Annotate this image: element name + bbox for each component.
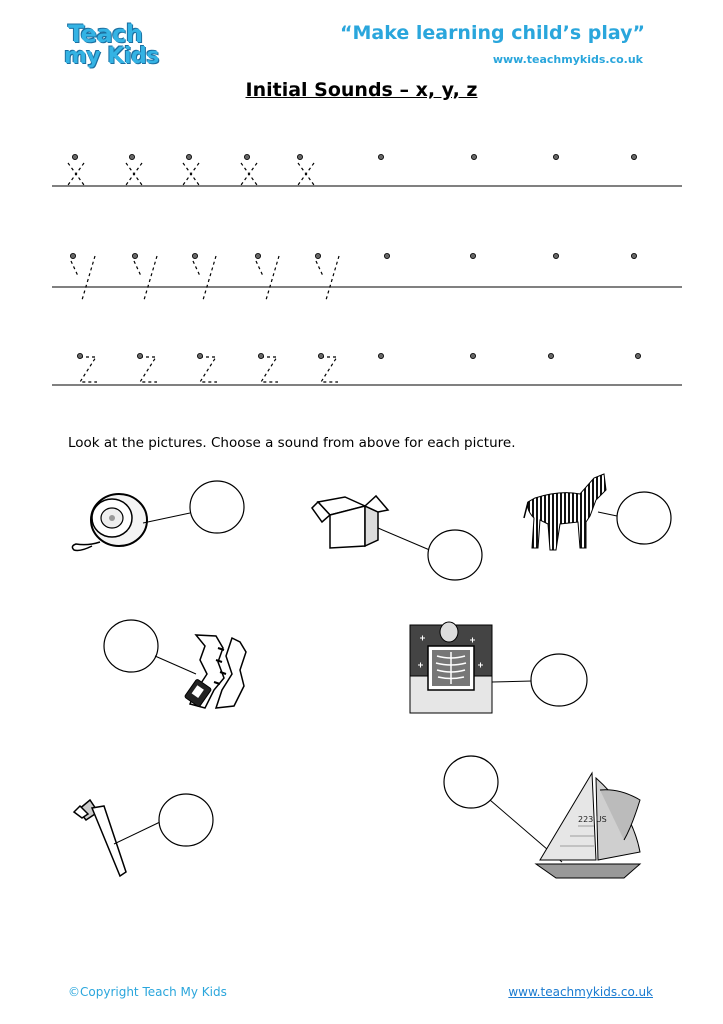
answer-circle-zebra[interactable] bbox=[617, 492, 671, 544]
trace-letter-x bbox=[298, 163, 314, 185]
connector-line bbox=[114, 822, 160, 844]
answer-circle-yo-yo[interactable] bbox=[190, 481, 244, 533]
yo-yo-picture bbox=[72, 494, 147, 551]
x-ray-picture bbox=[410, 622, 492, 713]
tagline: “Make learning child’s play” bbox=[340, 22, 645, 44]
connector-line bbox=[378, 528, 432, 551]
answer-circle-zip[interactable] bbox=[104, 620, 158, 672]
connector-line bbox=[143, 513, 190, 523]
tracing-area bbox=[0, 0, 723, 420]
copyright-text: ©Copyright Teach My Kids bbox=[68, 985, 227, 999]
logo-line-2: my Kids bbox=[64, 44, 159, 69]
trace-letter-y bbox=[193, 256, 216, 300]
worksheet-title: Initial Sounds – x, y, z bbox=[245, 79, 478, 101]
zip-picture bbox=[184, 635, 246, 708]
answer-circle-x-ray[interactable] bbox=[531, 654, 587, 706]
trace-letter-z bbox=[200, 357, 217, 382]
zebra-picture bbox=[524, 474, 606, 550]
trace-letter-x bbox=[126, 163, 142, 185]
trace-letter-y bbox=[134, 256, 157, 300]
footer-website-link[interactable]: www.teachmykids.co.uk bbox=[508, 985, 653, 999]
logo-line-1: Teach bbox=[68, 20, 143, 48]
instruction-text: Look at the pictures. Choose a sound from above for each picture. bbox=[68, 435, 516, 451]
answer-circle-axe[interactable] bbox=[159, 794, 213, 846]
connector-line bbox=[492, 681, 532, 682]
connector-line bbox=[155, 656, 196, 674]
axe-picture bbox=[74, 800, 126, 876]
connector-line bbox=[598, 512, 617, 516]
trace-letter-z bbox=[261, 357, 278, 382]
trace-letter-z bbox=[321, 357, 338, 382]
sail-number: 223 US bbox=[578, 815, 607, 824]
pictures-area bbox=[0, 460, 723, 900]
trace-letter-y bbox=[71, 256, 95, 300]
trace-letter-x bbox=[241, 163, 257, 185]
header-website: www.teachmykids.co.uk bbox=[492, 53, 643, 66]
trace-letter-y bbox=[256, 256, 279, 300]
box-picture bbox=[312, 496, 388, 548]
trace-letter-y bbox=[316, 256, 339, 300]
trace-letter-x bbox=[68, 163, 84, 185]
yacht-picture bbox=[536, 773, 640, 878]
trace-letter-x bbox=[183, 163, 199, 185]
trace-letter-z bbox=[80, 357, 97, 382]
trace-letter-z bbox=[140, 357, 157, 382]
answer-circle-box[interactable] bbox=[428, 530, 482, 580]
